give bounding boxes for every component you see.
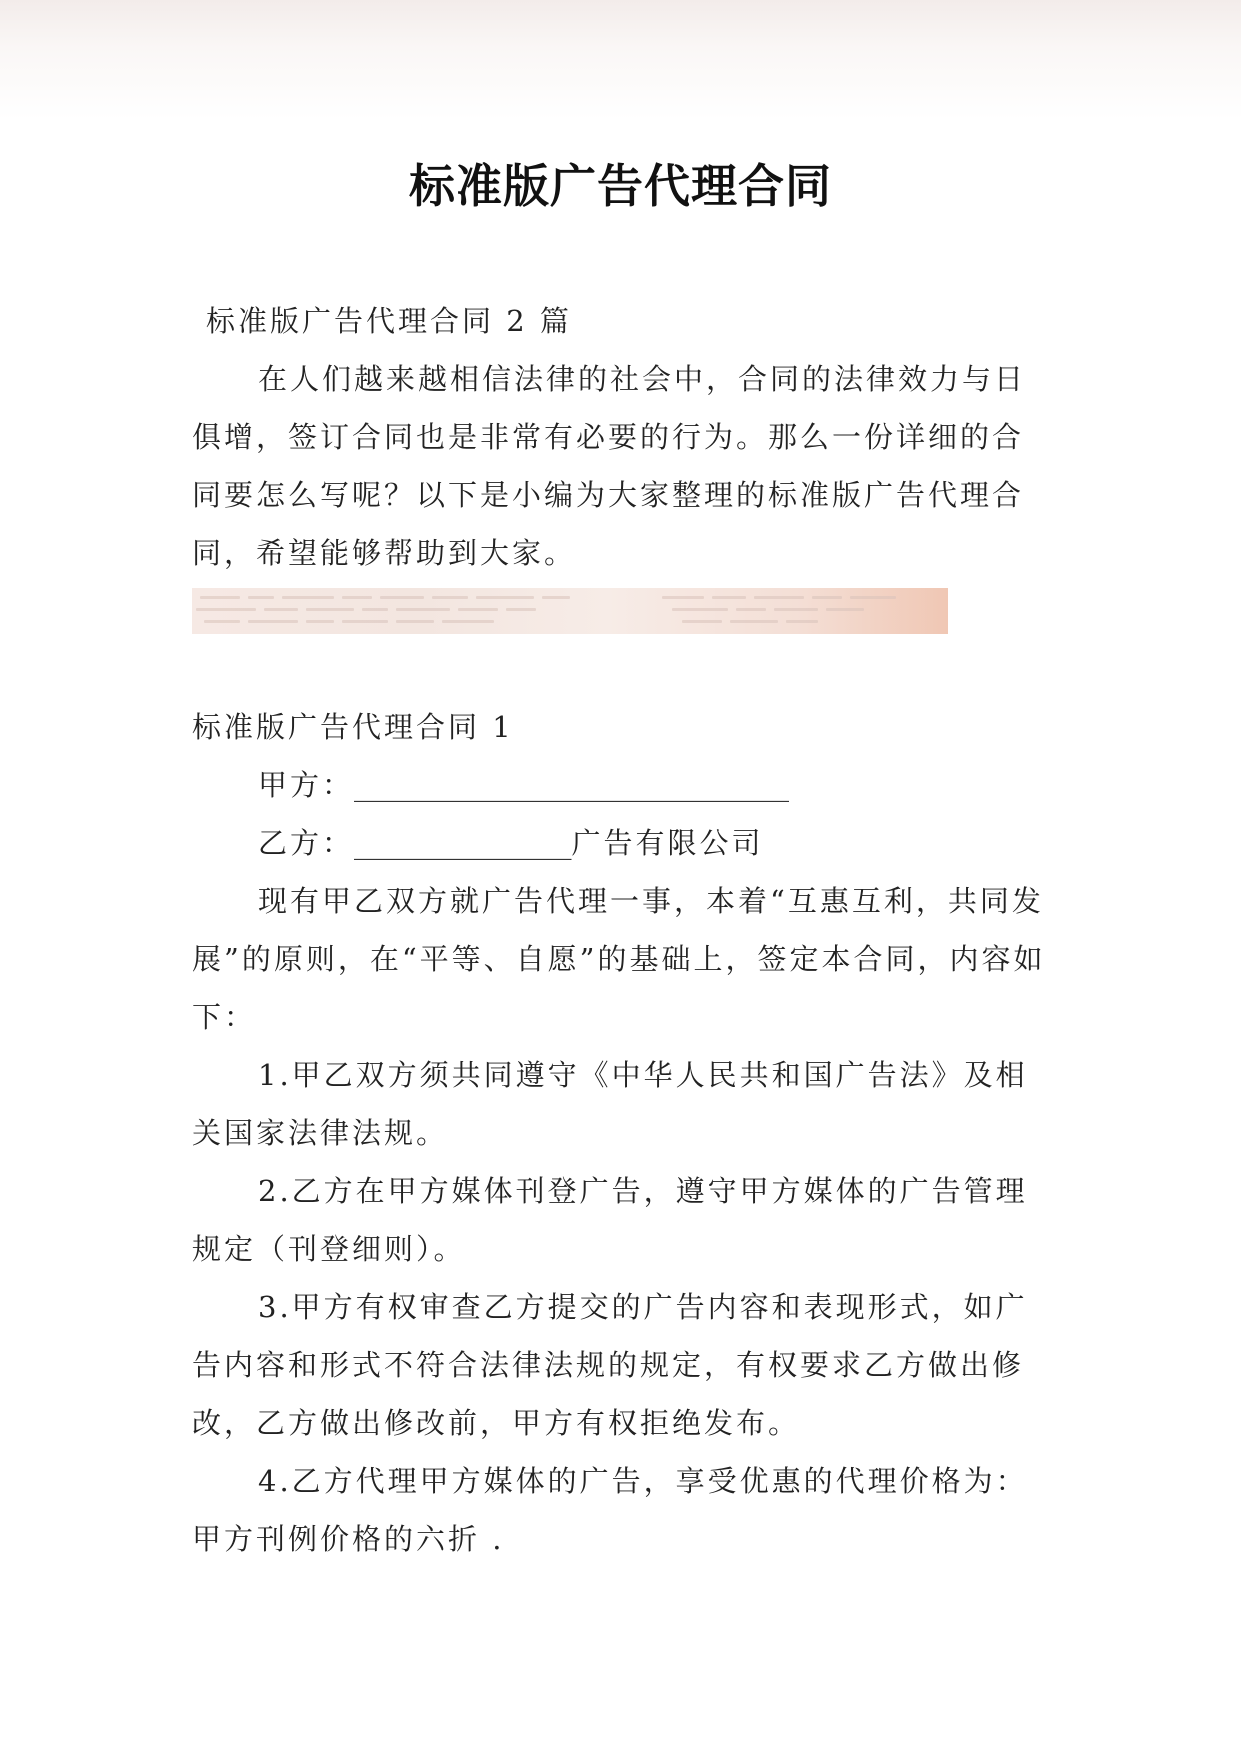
clause-1: 1.甲乙双方须共同遵守《中华人民共和国广告法》及相关国家法律法规。 (192, 1058, 1028, 1150)
clause-4: 4.乙方代理甲方媒体的广告，享受优惠的代理价格为：甲方刊例价格的六折 . (192, 1464, 1028, 1556)
party-b-blank: _______________ (354, 826, 572, 860)
party-a-line (192, 756, 1052, 814)
document-body (192, 292, 1052, 1568)
intro-paragraph: 在人们越来越相信法律的社会中，合同的法律效力与日俱增，签订合同也是非常有必要的行为。那么一份详细的合同要怎么写呢？以下是小编为大家整理的标准版广告代理合同，希望能够帮助到大家。 (192, 362, 1027, 570)
party-b-line (192, 814, 1052, 872)
spacer (192, 634, 1052, 698)
party-a-label: 甲方： (258, 768, 355, 802)
preamble-paragraph: 现有甲乙双方就广告代理一事，本着“互惠互利，共同发展”的原则，在“平等、自愿”的基础上，签定本合同，内容如下： (192, 884, 1046, 1034)
document-subtitle: 标准版广告代理合同 2 篇 (206, 304, 572, 338)
clause-3: 3.甲方有权审查乙方提交的广告内容和表现形式，如广告内容和形式不符合法律法规的规定，有权要求乙方做出修改，乙方做出修改前，甲方有权拒绝发布。 (192, 1290, 1028, 1440)
section-heading: 标准版广告代理合同 1 (192, 710, 514, 744)
page-header-fade (0, 0, 1241, 120)
party-b-suffix: 广告有限公司 (571, 826, 764, 860)
clause-2: 2.乙方在甲方媒体刊登广告，遵守甲方媒体的广告管理规定（刊登细则）。 (192, 1174, 1028, 1266)
document-title: 标准版广告代理合同 (409, 159, 832, 213)
decorative-banner-image (192, 588, 948, 634)
banner-texture (192, 588, 948, 634)
party-a-blank: ______________________________ (354, 768, 790, 802)
party-b-label: 乙方： (258, 826, 355, 860)
